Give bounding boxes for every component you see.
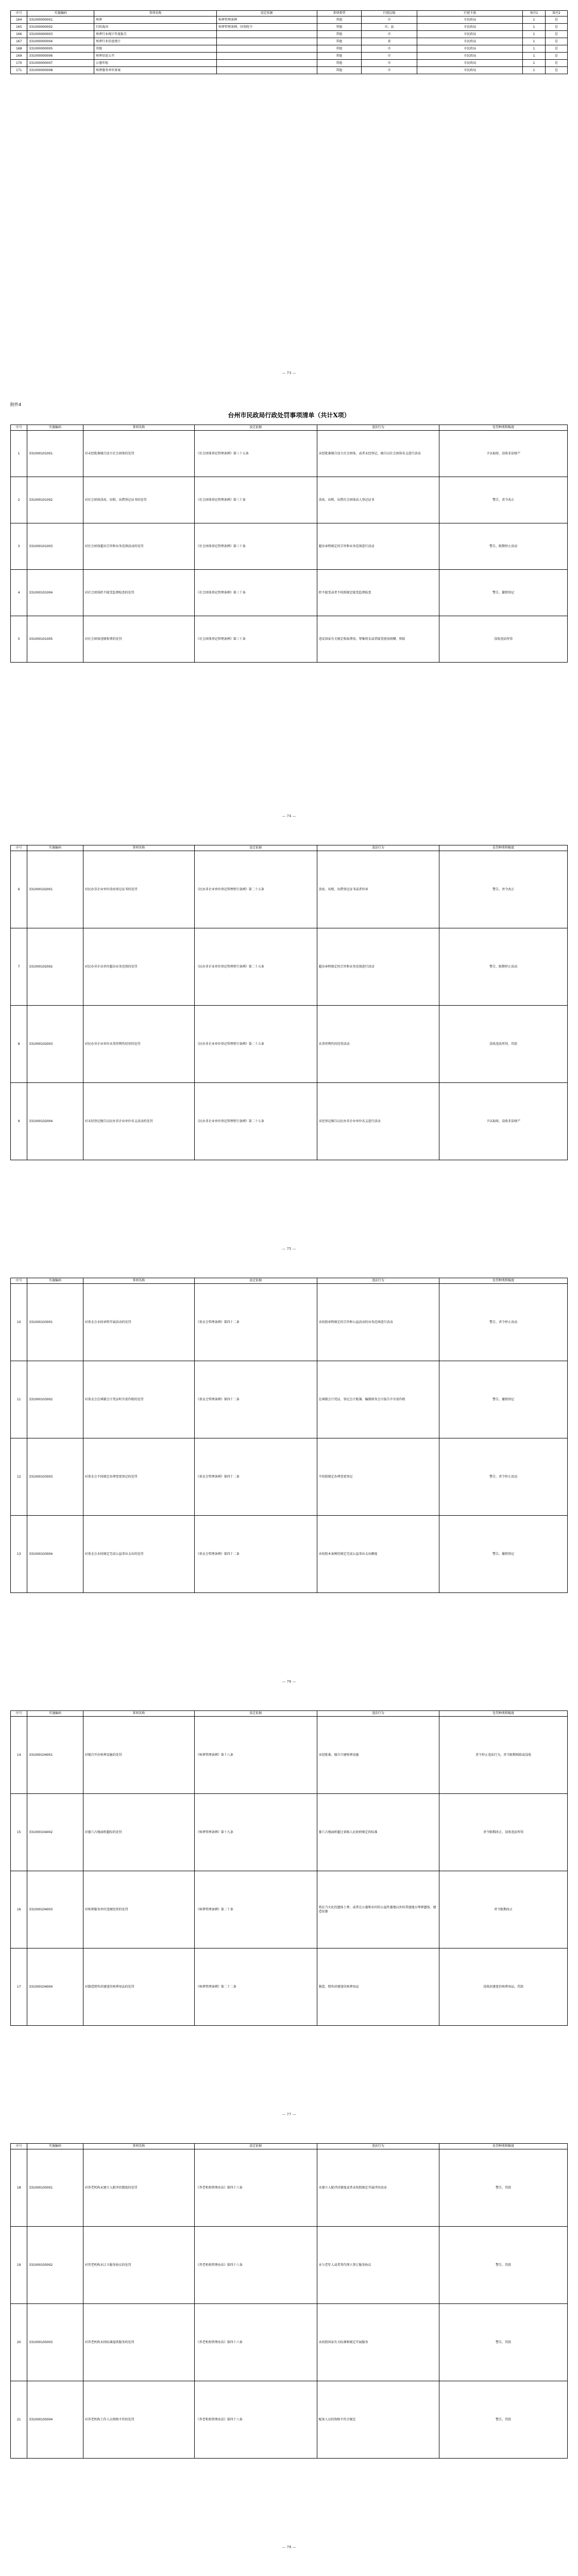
- table-cell: 11: [11, 1361, 27, 1438]
- table-row: [11, 67, 568, 74]
- table-cell: 《民办非企业单位登记管理暂行条例》第二十五条: [194, 1006, 317, 1083]
- table-cell: 对殡葬服务单位违规经营的处罚: [83, 1871, 194, 1948]
- table-cell: 其他: [317, 16, 361, 24]
- table-cell: 对制造销售封建迷信殡葬用品的处罚: [83, 1948, 194, 2026]
- table-cell: 未按照章程规定的宗旨和公益活动的业务范围进行活动: [317, 1284, 439, 1361]
- table-body: [11, 2149, 568, 2459]
- table-cell: 制造、销售封建迷信殡葬用品: [317, 1948, 439, 2026]
- table-cell: 警告，罚款: [439, 2381, 568, 2459]
- table-cell: [216, 67, 317, 74]
- table-cell: 是: [545, 38, 567, 45]
- table-cell: 殡葬: [94, 16, 217, 24]
- table-cell: 是: [545, 16, 567, 24]
- table-cell: 331000105004: [27, 2381, 83, 2459]
- table-cell: 331000101005: [27, 616, 83, 663]
- table-cell: 168: [11, 45, 27, 53]
- table-row: [11, 1871, 568, 1948]
- col-header: 违法行为: [317, 425, 439, 431]
- col-header: 序号: [11, 1711, 27, 1717]
- table-cell: [216, 60, 317, 67]
- col-header: 序号: [11, 425, 27, 431]
- table-cell: 331000101004: [27, 570, 83, 616]
- table-cell: 331000101002: [27, 477, 83, 523]
- table-row: [11, 60, 568, 67]
- table-cell: 墓穴占地面积超过省级人民政府规定的标准: [317, 1794, 439, 1871]
- table-cell: 对基金会不按规定办理变更登记的处罚: [83, 1438, 194, 1516]
- table-cell: 不按照规定办理变更登记: [317, 1438, 439, 1516]
- table-cell: 责令限期改正: [439, 1871, 568, 1948]
- table-cell: 未按照本条例的规定完成公益事业支出额度: [317, 1516, 439, 1593]
- col-header: 设定依据: [216, 11, 317, 16]
- table-cell: 市: [362, 31, 417, 38]
- table-cell: 责令限期改正，没收违法所得: [439, 1794, 568, 1871]
- col-header: 事项名称: [83, 425, 194, 431]
- page-6: [10, 2143, 568, 2459]
- table-header: [11, 425, 568, 431]
- table-cell: 对基金会未按规定完成公益事业支出的处罚: [83, 1516, 194, 1593]
- col-header: 实施编码: [27, 11, 94, 16]
- table-cell: 《社会团体登记管理条例》第三十条: [194, 523, 317, 570]
- col-header: 事项名称: [83, 1278, 194, 1284]
- table-cell: 超出章程规定的宗旨和业务范围进行活动: [317, 928, 439, 1006]
- table-row: [11, 431, 568, 477]
- col-header: 处罚种类和幅度: [439, 845, 568, 851]
- table-cell: 1: [523, 38, 545, 45]
- table-cell: 19: [11, 2227, 27, 2304]
- table-cell: 171: [11, 67, 27, 74]
- table-cell: 《社会团体登记管理条例》第三十条: [194, 477, 317, 523]
- table-cell: 331000102003: [27, 1006, 83, 1083]
- table-cell: 1: [523, 60, 545, 67]
- table-cell: 警告，责令停止活动: [439, 1284, 568, 1361]
- col-header: 违法行为: [317, 1278, 439, 1284]
- table-cell: 市民政局: [417, 16, 523, 24]
- table-cell: 5: [11, 616, 27, 663]
- table-cell: 331000104002: [27, 1794, 83, 1871]
- table-cell: 331000105003: [27, 2304, 83, 2381]
- table-cell: 警告，责令停止活动: [439, 1438, 568, 1516]
- table-row: [11, 616, 568, 663]
- table-cell: 对基金会在填制会计凭证时弄虚作假的处罚: [83, 1361, 194, 1438]
- page-2: [10, 402, 568, 663]
- table-cell: 169: [11, 53, 27, 60]
- table-cell: 市民政局: [417, 24, 523, 31]
- table-cell: 对擅自开办殡葬设施的处罚: [83, 1717, 194, 1794]
- table-cell: 涂改、出租、出借登记证书或者印章: [317, 851, 439, 928]
- col-header: 序号: [11, 11, 27, 16]
- table-cell: 殡葬行业信息统计: [94, 38, 217, 45]
- table-cell: 未经批准，擅自兴建殡葬设施: [317, 1717, 439, 1794]
- main-table-p2: [10, 425, 568, 663]
- col-header: 违法行为: [317, 2144, 439, 2149]
- table-cell: 331000102001: [27, 851, 83, 928]
- table-cell: 对民办非企业单位超出业务范围的处罚: [83, 928, 194, 1006]
- table-row: [11, 1006, 568, 1083]
- table-row: [11, 31, 568, 38]
- table-cell: 1: [523, 24, 545, 31]
- table-cell: 8: [11, 1006, 27, 1083]
- table-cell: 12: [11, 1438, 27, 1516]
- table-cell: 对养老机构未订立服务协议的处罚: [83, 2227, 194, 2304]
- table-cell: 1: [523, 31, 545, 38]
- table-cell: 对养老机构未建立入院评估制度的处罚: [83, 2149, 194, 2227]
- table-cell: 16: [11, 1871, 27, 1948]
- table-cell: 6: [11, 851, 27, 928]
- table-cell: 拒不接受或者不按照规定接受监督检查: [317, 570, 439, 616]
- table-cell: 1: [523, 16, 545, 24]
- table-cell: 市: [362, 60, 417, 67]
- table-cell: 对养老机构未按标准提供服务的处罚: [83, 2304, 194, 2381]
- table-cell: 警告，责令改正: [439, 851, 568, 928]
- table-cell: 《社会团体登记管理条例》第三十条: [194, 570, 317, 616]
- page-1: [10, 10, 568, 74]
- table-row: [11, 1516, 568, 1593]
- table-cell: 未建立入院评估制度或者未按照规定开展评估活动: [317, 2149, 439, 2227]
- table-cell: 予以取缔，没收非法财产: [439, 431, 568, 477]
- table-cell: 对未经登记擅自以民办非企业单位名义活动的处罚: [83, 1083, 194, 1160]
- table-cell: 《殡葬管理条例》第二十条: [194, 1871, 317, 1948]
- table-cell: 警告，责令改正: [439, 477, 568, 523]
- table-cell: 其他: [317, 67, 361, 74]
- table-row: [11, 1794, 568, 1871]
- table-cell: 殡葬信息公开: [94, 53, 217, 60]
- table-cell: 未与老年人或者其代理人签订服务协议: [317, 2227, 439, 2304]
- table-cell: 其他: [317, 24, 361, 31]
- table-row: [11, 24, 568, 31]
- table-cell: 331000103004: [27, 1516, 83, 1593]
- table-body: [11, 1717, 568, 2026]
- col-header: 设定依据: [194, 425, 317, 431]
- table-cell: 市民政局: [417, 38, 523, 45]
- table-cell: 331000101001: [27, 431, 83, 477]
- table-cell: 市: [362, 53, 417, 60]
- table-cell: 331000104003: [27, 1871, 83, 1948]
- attachment-label: 附件4: [10, 402, 22, 407]
- table-body: [11, 431, 568, 663]
- col-header: 处罚种类和幅度: [439, 1711, 568, 1717]
- table-cell: 公墓年检: [94, 60, 217, 67]
- col-header: 备注2: [545, 11, 567, 16]
- table-cell: 《养老机构管理办法》第四十六条: [194, 2149, 317, 2227]
- table-cell: 331000104004: [27, 1948, 83, 2026]
- table-cell: 其他: [317, 53, 361, 60]
- table-cell: 331000000008: [27, 67, 94, 74]
- table-cell: 是: [545, 60, 567, 67]
- table-cell: 其他: [94, 45, 217, 53]
- table-cell: 市: [362, 45, 417, 53]
- table-row: [11, 53, 568, 60]
- table-cell: 《社会团体登记管理条例》第三十五条: [194, 431, 317, 477]
- table-cell: 《养老机构管理办法》第四十六条: [194, 2227, 317, 2304]
- table-cell: 警告，撤销登记: [439, 1361, 568, 1438]
- table-cell: 未按照国家有关标准和规定开展服务: [317, 2304, 439, 2381]
- table-cell: 市民政局: [417, 60, 523, 67]
- table-cell: 对社会团体超出宗旨和业务范围活动的处罚: [83, 523, 194, 570]
- table-cell: 将应当火化的遗体土葬，或者在公墓和农村的公益性墓地以外的其他地方埋葬遗体、建造坟墓: [317, 1871, 439, 1948]
- table-cell: 《民办非企业单位登记管理暂行条例》第二十五条: [194, 851, 317, 928]
- table-cell: 《基金会管理条例》第四十二条: [194, 1361, 317, 1438]
- col-header: 设定依据: [194, 845, 317, 851]
- table-cell: 《社会团体登记管理条例》第三十条: [194, 616, 317, 663]
- table-cell: 15: [11, 1794, 27, 1871]
- table-row: [11, 45, 568, 53]
- page-number: — 75 —: [282, 1247, 296, 1251]
- table-cell: 21: [11, 2381, 27, 2459]
- table-cell: 殡葬服务单位备案: [94, 67, 217, 74]
- col-header: 违法行为: [317, 845, 439, 851]
- page-5: [10, 1710, 568, 2026]
- table-cell: 殡葬管理条例: [216, 16, 317, 24]
- table-cell: 是: [545, 24, 567, 31]
- document-title: 台州市民政局行政处罚事项清单（共计X项）: [228, 412, 350, 419]
- page-number: — 78 —: [282, 2545, 296, 2549]
- table-cell: 行政裁决: [94, 24, 217, 31]
- table-cell: 警告，撤销登记: [439, 570, 568, 616]
- table-cell: 对基金会未按章程开展活动的处罚: [83, 1284, 194, 1361]
- table-row: [11, 16, 568, 24]
- page-number: — 74 —: [282, 814, 296, 818]
- table-cell: 其他: [317, 60, 361, 67]
- col-header: 实施编码: [27, 425, 83, 431]
- col-header: 序号: [11, 2144, 27, 2149]
- table-cell: 10: [11, 1284, 27, 1361]
- table-cell: 331000101003: [27, 523, 83, 570]
- table-cell: 在填制会计凭证、登记会计账簿、编制财务会计报告中弄虚作假: [317, 1361, 439, 1438]
- table-cell: 警告，罚款: [439, 2304, 568, 2381]
- page-number: — 73 —: [282, 371, 296, 375]
- table-cell: 331000000002: [27, 24, 94, 31]
- table-cell: 《基金会管理条例》第四十二条: [194, 1516, 317, 1593]
- table-row: [11, 2149, 568, 2227]
- table-cell: [216, 45, 317, 53]
- table-body: [11, 851, 568, 1160]
- table-cell: 331000105002: [27, 2227, 83, 2304]
- table-cell: 市民政局: [417, 31, 523, 38]
- table-row: [11, 1083, 568, 1160]
- table-cell: 331000104001: [27, 1717, 83, 1794]
- table-cell: 《基金会管理条例》第四十二条: [194, 1284, 317, 1361]
- col-header: 实施编码: [27, 1711, 83, 1717]
- table-cell: [216, 53, 317, 60]
- prev-table-header: [11, 11, 568, 16]
- col-header: 行使层级: [362, 11, 417, 16]
- table-cell: 《殡葬管理条例》第十八条: [194, 1717, 317, 1794]
- table-cell: 市: [362, 16, 417, 24]
- col-header: 实施编码: [27, 845, 83, 851]
- table-cell: 《基金会管理条例》第四十二条: [194, 1438, 317, 1516]
- col-header: 设定依据: [194, 1711, 317, 1717]
- table-cell: 未经登记擅自以民办非企业单位名义进行活动: [317, 1083, 439, 1160]
- table-cell: 《养老机构管理办法》第四十六条: [194, 2381, 317, 2459]
- table-body: [11, 1284, 568, 1593]
- table-cell: 对未经批准擅自设立社会团体的处罚: [83, 431, 194, 477]
- table-row: [11, 2304, 568, 2381]
- table-cell: 7: [11, 928, 27, 1006]
- col-header: 序号: [11, 1278, 27, 1284]
- table-cell: 是: [545, 67, 567, 74]
- table-cell: 超出章程规定的宗旨和业务范围进行活动: [317, 523, 439, 570]
- table-cell: 对民办非企业单位从事营利性经营的处罚: [83, 1006, 194, 1083]
- table-cell: 170: [11, 60, 27, 67]
- table-cell: 警告，限期停止活动: [439, 523, 568, 570]
- table-cell: 20: [11, 2304, 27, 2381]
- table-cell: 对墓穴占地面积超标的处罚: [83, 1794, 194, 1871]
- col-header: 事项名称: [83, 1711, 194, 1717]
- table-cell: 对社会团体涂改、出租、出借登记证书的处罚: [83, 477, 194, 523]
- table-cell: 13: [11, 1516, 27, 1593]
- table-row: [11, 523, 568, 570]
- col-header: 实施编码: [27, 2144, 83, 2149]
- col-header: 处罚种类和幅度: [439, 2144, 568, 2149]
- table-cell: 涂改、出租、出借社会团体法人登记证书: [317, 477, 439, 523]
- table-cell: 3: [11, 523, 27, 570]
- table-cell: 殡葬行业统计年度报告: [94, 31, 217, 38]
- table-cell: 166: [11, 31, 27, 38]
- table-cell: 1: [523, 45, 545, 53]
- table-header: [11, 1711, 568, 1717]
- table-row: [11, 38, 568, 45]
- table-cell: 331000000005: [27, 45, 94, 53]
- table-cell: 9: [11, 1083, 27, 1160]
- table-cell: 省: [362, 38, 417, 45]
- col-header: 序号: [11, 845, 27, 851]
- table-cell: 没收封建迷信殡葬用品，罚款: [439, 1948, 568, 2026]
- table-cell: 331000102002: [27, 928, 83, 1006]
- table-row: [11, 477, 568, 523]
- table-cell: 从事营利性的经营活动: [317, 1006, 439, 1083]
- table-cell: 没收违法所得，罚款: [439, 1006, 568, 1083]
- table-cell: 违反国家有关规定收取费用、筹集资金或者接受使用捐赠、资助: [317, 616, 439, 663]
- table-cell: 配备人员的资格不符合规定: [317, 2381, 439, 2459]
- table-cell: 其他: [317, 31, 361, 38]
- table-cell: 331000000004: [27, 38, 94, 45]
- table-cell: 17: [11, 1948, 27, 2026]
- table-cell: 警告，罚款: [439, 2149, 568, 2227]
- page-number: — 76 —: [282, 1680, 296, 1684]
- page-number: — 77 —: [282, 2112, 296, 2116]
- table-cell: 是: [545, 45, 567, 53]
- table-cell: 167: [11, 38, 27, 45]
- table-cell: 《民办非企业单位登记管理暂行条例》第二十五条: [194, 928, 317, 1006]
- main-table-p6: [10, 2143, 568, 2459]
- table-cell: 331000103001: [27, 1284, 83, 1361]
- col-header: 处罚种类和幅度: [439, 1278, 568, 1284]
- prev-table-body: [11, 16, 568, 74]
- table-row: [11, 851, 568, 928]
- table-cell: 1: [11, 431, 27, 477]
- table-cell: 331000103003: [27, 1438, 83, 1516]
- col-header: 事项名称: [83, 845, 194, 851]
- table-cell: 对养老机构工作人员资格不符的处罚: [83, 2381, 194, 2459]
- table-row: [11, 1948, 568, 2026]
- table-cell: [216, 31, 317, 38]
- table-row: [11, 2381, 568, 2459]
- table-cell: 是: [545, 53, 567, 60]
- table-cell: 165: [11, 24, 27, 31]
- table-cell: 没收违法所得: [439, 616, 568, 663]
- table-cell: 殡葬管理条例，国务院令: [216, 24, 317, 31]
- col-header: 设定依据: [194, 1278, 317, 1284]
- col-header: 违法行为: [317, 1711, 439, 1717]
- col-header: 设定依据: [194, 2144, 317, 2149]
- table-cell: 市、县: [362, 24, 417, 31]
- table-cell: 331000000007: [27, 60, 94, 67]
- table-header: [11, 2144, 568, 2149]
- table-cell: 《民办非企业单位登记管理暂行条例》第二十七条: [194, 1083, 317, 1160]
- table-cell: 警告，撤销登记: [439, 1516, 568, 1593]
- table-row: [11, 1284, 568, 1361]
- main-table-p3: [10, 845, 568, 1160]
- table-row: [11, 2227, 568, 2304]
- table-cell: 市民政局: [417, 45, 523, 53]
- table-cell: 331000102004: [27, 1083, 83, 1160]
- table-cell: 责令停止违法行为，责令限期拆除或没收: [439, 1717, 568, 1794]
- table-cell: 市民政局: [417, 67, 523, 74]
- table-row: [11, 570, 568, 616]
- col-header: 实施编码: [27, 1278, 83, 1284]
- table-cell: 331000000003: [27, 31, 94, 38]
- table-cell: 14: [11, 1717, 27, 1794]
- main-table-p5: [10, 1710, 568, 2026]
- page-3: [10, 845, 568, 1160]
- table-cell: 《养老机构管理办法》第四十六条: [194, 2304, 317, 2381]
- prev-table: [10, 10, 568, 74]
- main-table-p4: [10, 1278, 568, 1593]
- table-cell: 164: [11, 16, 27, 24]
- table-cell: 其他: [317, 45, 361, 53]
- table-cell: 予以取缔，没收非法财产: [439, 1083, 568, 1160]
- table-cell: 331000103002: [27, 1361, 83, 1438]
- table-cell: 331000000006: [27, 53, 94, 60]
- table-cell: 《殡葬管理条例》第二十二条: [194, 1948, 317, 2026]
- table-cell: 18: [11, 2149, 27, 2227]
- table-cell: [216, 38, 317, 45]
- table-cell: 对社会团体拒不接受监督检查的处罚: [83, 570, 194, 616]
- table-row: [11, 1717, 568, 1794]
- table-row: [11, 928, 568, 1006]
- col-header: 备注1: [523, 11, 545, 16]
- table-cell: 对社会团体违规收费的处罚: [83, 616, 194, 663]
- table-cell: 2: [11, 477, 27, 523]
- col-header: 处罚种类和幅度: [439, 425, 568, 431]
- table-header: [11, 845, 568, 851]
- table-header: [11, 1278, 568, 1284]
- table-cell: 是: [545, 31, 567, 38]
- table-row: [11, 1361, 568, 1438]
- table-cell: 《殡葬管理条例》第十九条: [194, 1794, 317, 1871]
- table-row: [11, 1438, 568, 1516]
- col-header: 事项名称: [83, 2144, 194, 2149]
- table-cell: 警告，限期停止活动: [439, 928, 568, 1006]
- col-header: 行使主体: [417, 11, 523, 16]
- page-4: [10, 1278, 568, 1593]
- table-cell: 1: [523, 67, 545, 74]
- table-cell: 331000105001: [27, 2149, 83, 2227]
- col-header: 事项名称: [94, 11, 217, 16]
- table-cell: 331000000001: [27, 16, 94, 24]
- table-cell: 4: [11, 570, 27, 616]
- table-cell: 1: [523, 53, 545, 60]
- table-cell: 对民办非企业单位涂改登记证书的处罚: [83, 851, 194, 928]
- table-cell: 未经批准擅自设立社会团体，或者未经登记，擅自以社会团体名义进行活动: [317, 431, 439, 477]
- table-cell: 市民政局: [417, 53, 523, 60]
- table-cell: 其他: [317, 38, 361, 45]
- table-cell: 警告，罚款: [439, 2227, 568, 2304]
- col-header: 事项类型: [317, 11, 361, 16]
- table-cell: 市: [362, 67, 417, 74]
